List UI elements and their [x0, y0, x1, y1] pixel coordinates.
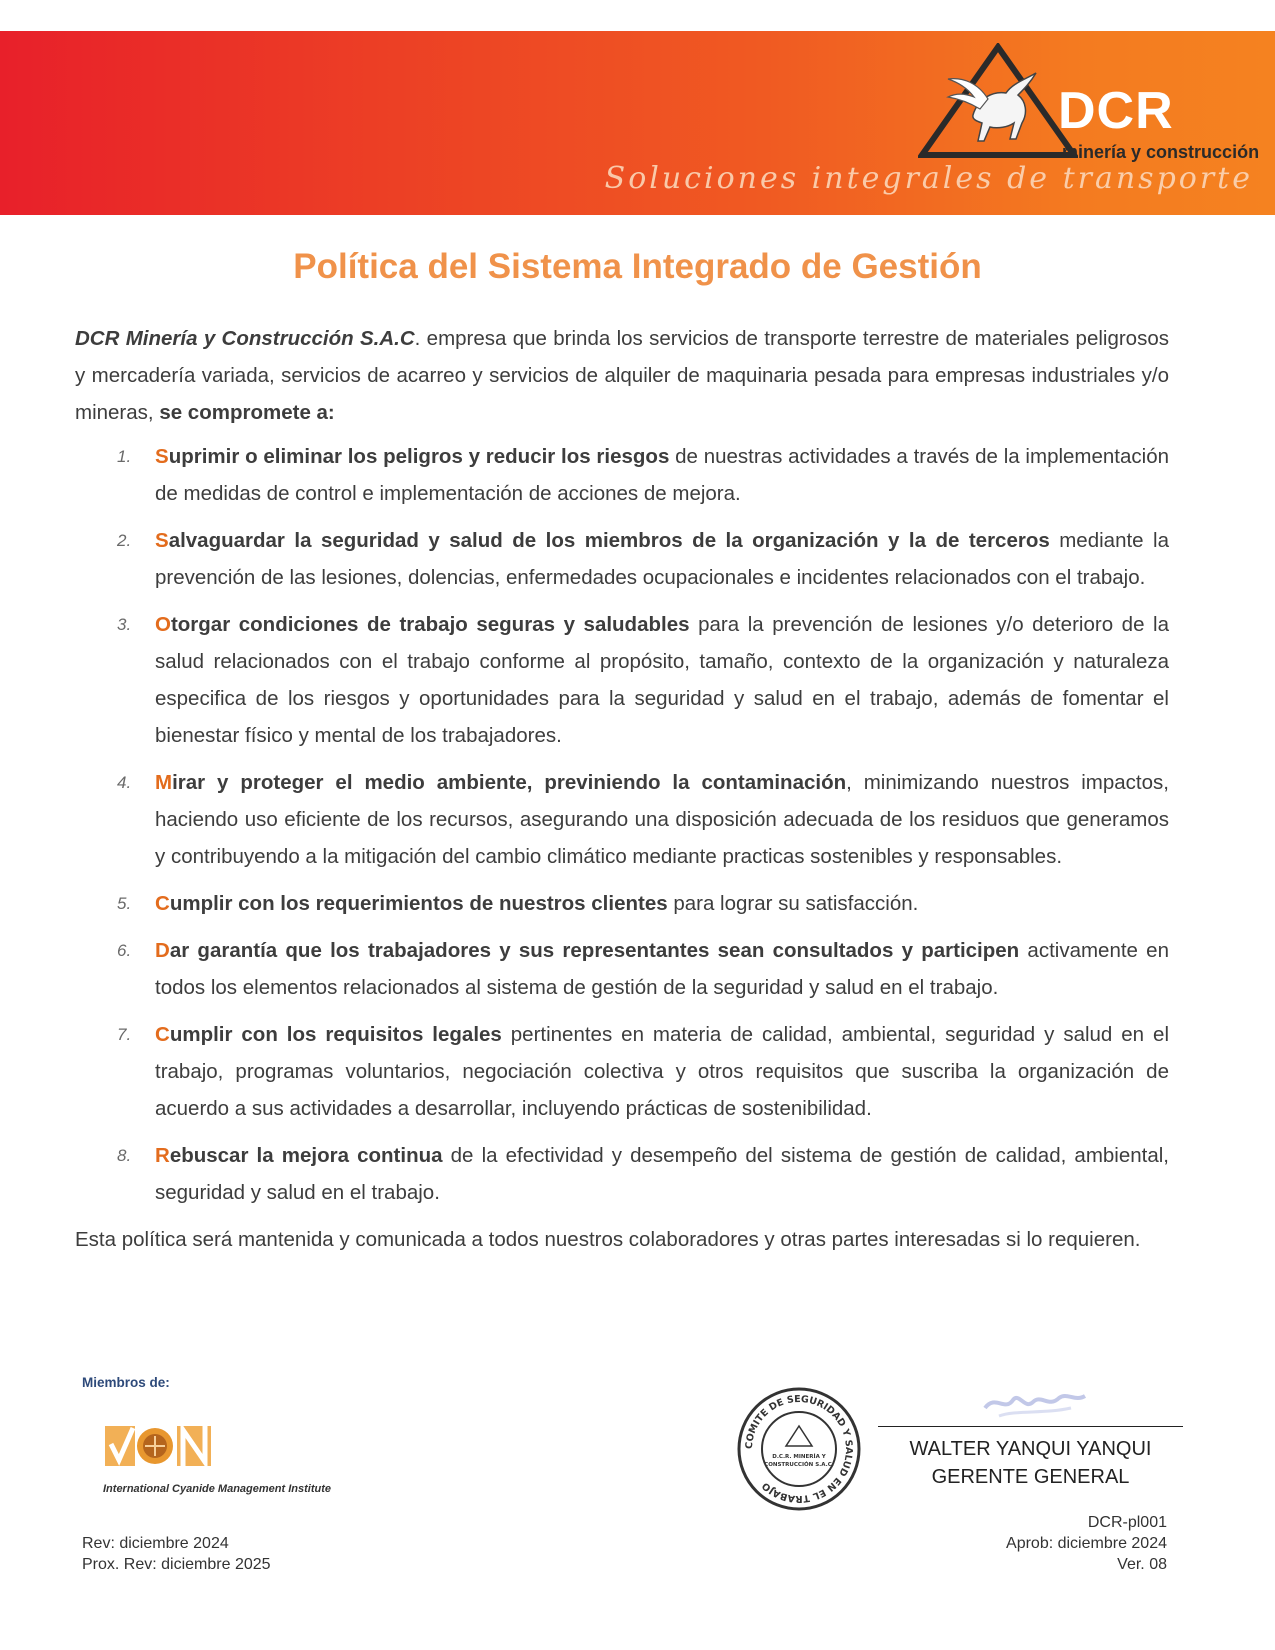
item-lead: umplir con los requisitos legales	[169, 1023, 502, 1046]
item-number: 5.	[117, 894, 132, 913]
item-lead: torgar condiciones de trabajo seguras y saludables	[170, 613, 690, 636]
item-lead: umplir con los requerimientos de nuestros clientes	[169, 892, 668, 915]
list-item	[75, 606, 1169, 754]
list-item	[75, 438, 1169, 512]
list-item	[75, 1137, 1169, 1211]
item-text: de nuestras actividades a través de la implementación de medidas de control e implementación de acciones de mejora.	[155, 445, 1170, 505]
brand-subtitle: minería y construcción	[1062, 142, 1260, 162]
item-number: 4.	[117, 773, 132, 792]
signatory-role: GERENTE GENERAL	[931, 1466, 1130, 1488]
brand-tagline: Soluciones integrales de transporte	[604, 161, 1253, 196]
icmi-name: International Cyanide Management Institute	[103, 1483, 331, 1495]
seal-center-line2: CONSTRUCCIÓN S.A.C.	[764, 1462, 834, 1468]
item-initial: S	[155, 529, 169, 552]
committee-seal-icon	[734, 1384, 864, 1514]
item-text: mediante la prevención de las lesiones, dolencias, enfermedades ocupacionales e incidentes relacionados con el trabajo.	[155, 529, 1169, 589]
list-item	[75, 764, 1169, 875]
item-lead: alvaguardar la seguridad y salud de los miembros de la organización y la de terceros	[168, 529, 1050, 552]
icmi-logo-icon	[105, 1422, 215, 1470]
item-initial: C	[155, 1023, 170, 1046]
footer-revision	[82, 1533, 271, 1575]
list-item	[75, 885, 1169, 922]
footer-document-info	[1006, 1512, 1167, 1575]
item-initial: M	[155, 771, 173, 794]
item-number: 8.	[117, 1146, 132, 1165]
item-text: de la efectividad y desempeño del sistema de gestión de calidad, ambiental, seguridad y salud en el trabajo.	[155, 1144, 1169, 1204]
item-lead: irar y proteger el medio ambiente, previniendo la contaminación	[172, 771, 847, 794]
members-label: Miembros de:	[82, 1375, 170, 1390]
item-text: activamente en todos los elementos relacionados al sistema de gestión de la seguridad y salud en el trabajo.	[155, 939, 1169, 999]
list-item	[75, 1016, 1169, 1127]
pegasus-logo-icon	[918, 43, 1078, 163]
closing-paragraph: Esta política será mantenida y comunicada a todos nuestros colaboradores y otras partes interesadas si lo requieren.	[75, 1228, 1141, 1251]
intro-paragraph	[75, 320, 1169, 431]
item-lead: ebuscar la mejora continua	[169, 1144, 443, 1167]
document-version: Ver. 08	[1117, 1556, 1167, 1573]
item-text: para la prevención de lesiones y/o deterioro de la salud relacionados con el trabajo conforme al propósito, tamaño, contexto de la organización y naturaleza especifica de los riesgos y oportunidades para la seguridad y salud en el trabajo, además de fomentar el bienestar físico y mental de los trabajadores.	[155, 613, 1170, 747]
page-title: Política del Sistema Integrado de Gestión	[293, 247, 982, 286]
intro-text: . empresa que brinda los servicios de transporte terrestre de materiales peligrosos y mercadería variada, servicios de acarreo y servicios de alquiler de maquinaria pesada para empresas industriales y/o mineras,	[75, 327, 1169, 424]
company-name: DCR Minería y Construcción S.A.C	[75, 327, 415, 350]
approval-date: Aprob: diciembre 2024	[1006, 1535, 1167, 1552]
revision-date: Rev: diciembre 2024	[82, 1535, 229, 1552]
list-item	[75, 932, 1169, 1006]
signatory-name: WALTER YANQUI YANQUI	[909, 1438, 1152, 1460]
item-initial: D	[155, 939, 170, 962]
item-number: 1.	[117, 447, 132, 466]
svg-text:COMITE DE SEGURIDAD Y SALUD EN	[744, 1394, 854, 1504]
intro-commitment: se compromete a:	[159, 401, 335, 424]
item-initial: O	[155, 613, 171, 636]
item-number: 3.	[117, 615, 132, 634]
header-banner	[0, 31, 1275, 215]
item-text: pertinentes en materia de calidad, ambiental, seguridad y salud en el trabajo, programas voluntarios, negociación colectiva y otros requisitos que suscriba la organización de acuerdo a sus actividades a desarrollar, incluyendo prácticas de sostenibilidad.	[155, 1023, 1169, 1120]
signatory-block	[878, 1435, 1183, 1491]
item-initial: S	[155, 445, 169, 468]
brand-name: DCR	[1058, 82, 1174, 140]
item-text: , minimizando nuestros impactos, haciendo uso eficiente de los recursos, asegurando una disposición adecuada de los residuos que generamos y contribuyendo a la mitigación del cambio climático mediante practicas sostenibles y responsables.	[155, 771, 1169, 868]
item-number: 6.	[117, 941, 132, 960]
item-number: 2.	[117, 531, 132, 550]
list-item	[75, 522, 1169, 596]
item-lead: ar garantía que los trabajadores y sus representantes sean consultados y participen	[169, 939, 1020, 962]
item-text: para lograr su satisfacción.	[667, 892, 919, 915]
next-revision-date: Prox. Rev: diciembre 2025	[82, 1556, 271, 1573]
item-lead: uprimir o eliminar los peligros y reducir los riesgos	[168, 445, 670, 468]
policy-body	[75, 320, 1169, 1258]
document-code: DCR-pl001	[1087, 1514, 1167, 1531]
commitment-list	[75, 438, 1169, 1211]
seal-center-line1: D.C.R. MINERÍA Y	[772, 1454, 826, 1460]
item-initial: R	[155, 1144, 170, 1167]
item-number: 7.	[117, 1025, 132, 1044]
seal-ring-text: COMITE DE SEGURIDAD Y SALUD EN EL TRABAJO	[743, 1393, 855, 1505]
signature-line	[878, 1426, 1183, 1427]
signature-icon	[975, 1372, 1095, 1428]
item-initial: C	[155, 892, 170, 915]
